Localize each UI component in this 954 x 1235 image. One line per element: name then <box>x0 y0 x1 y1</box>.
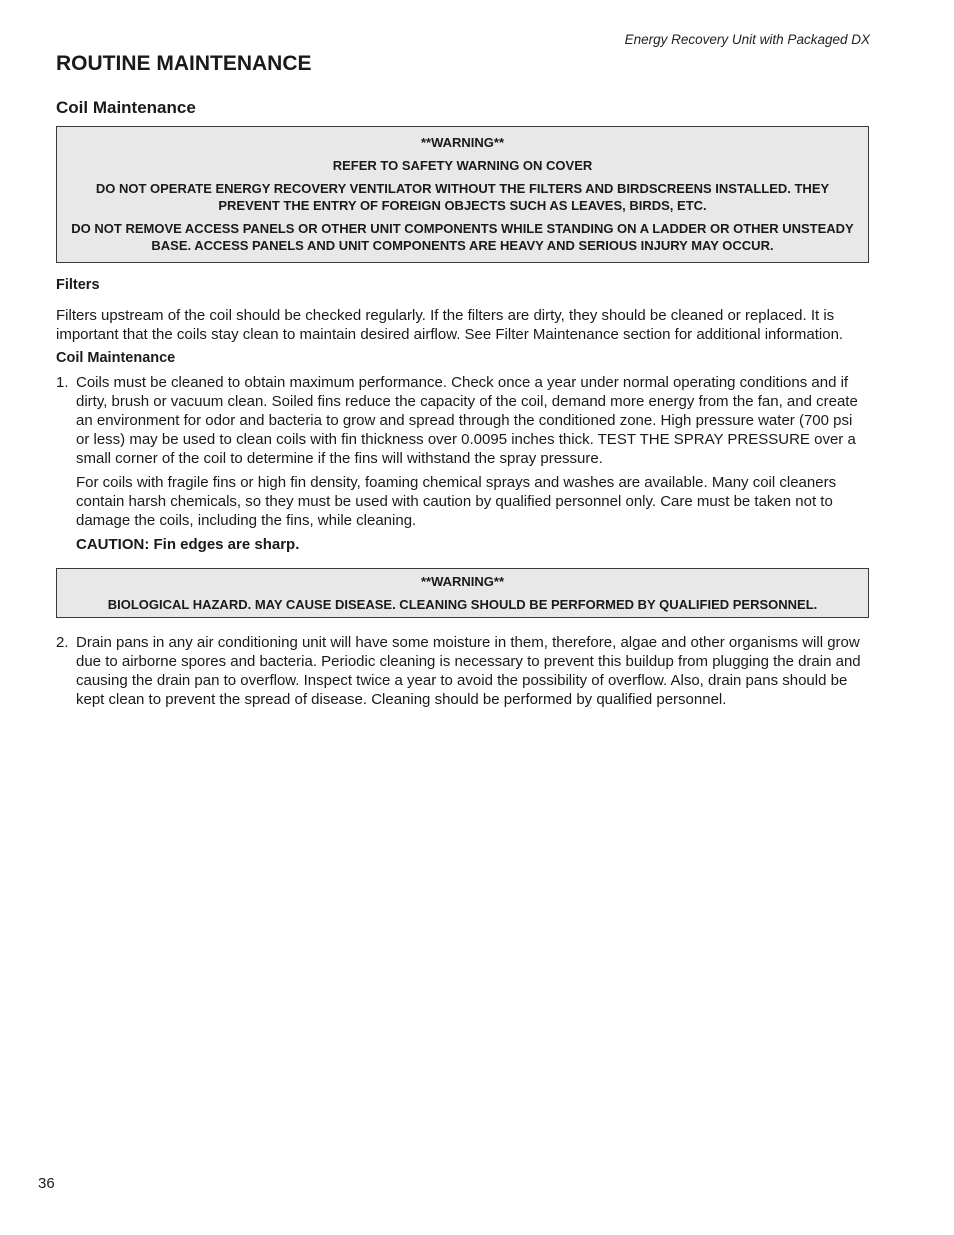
list-item-body <box>76 633 869 709</box>
warning-line-biohazard: BIOLOGICAL HAZARD. MAY CAUSE DISEASE. CLEANING SHOULD BE PERFORMED BY QUALIFIED PERSONNEL. <box>107 597 818 612</box>
document-title: Energy Recovery Unit with Packaged DX <box>624 32 870 47</box>
warning-line-panels: DO NOT REMOVE ACCESS PANELS OR OTHER UNIT COMPONENTS WHILE STANDING ON A LADDER OR OTHER UNSTEADY BASE. ACCESS PANELS AND UNIT COMPONENTS ARE HEAVY AND SERIOUS INJURY MAY OCCUR. <box>71 221 854 253</box>
list-item-number: 1. <box>56 374 69 391</box>
list-item-number: 2. <box>56 634 69 651</box>
page-content <box>56 50 869 709</box>
list-item <box>56 633 869 709</box>
list-item <box>56 373 869 554</box>
caution-note: CAUTION: Fin edges are sharp. <box>76 536 300 553</box>
warning-heading: **WARNING** <box>420 574 505 589</box>
filters-label: Filters <box>56 277 100 293</box>
list-item-body <box>76 373 869 554</box>
warning-heading: **WARNING** <box>420 135 505 150</box>
fragile-fins-paragraph: For coils with fragile fins or high fin density, foaming chemical sprays and washes are available. Many coil cleaners contain harsh chemicals, so they must be used with caution by qualified personnel only. Care must be taken not to damage the coils, including the fins, while cleaning. <box>76 474 837 529</box>
drain-pan-paragraph: Drain pans in any air conditioning unit will have some moisture in them, therefore, algae and other organisms will grow due to airborne spores and bacteria. Periodic cleaning is necessary to prevent this buildup from plugging the drain and causing the drain pan to overflow. Inspect twice a year to avoid the possibility of overflow. Also, drain pans should be kept clean to prevent the spread of disease. Cleaning should be performed by qualified personnel. <box>76 634 861 708</box>
page-number: 36 <box>38 1175 55 1192</box>
warning-box-safety <box>56 126 869 263</box>
warning-box-biohazard <box>56 568 869 618</box>
warning-line-filters: DO NOT OPERATE ENERGY RECOVERY VENTILATOR WITHOUT THE FILTERS AND BIRDSCREENS INSTALLED. THEY PREVENT THE ENTRY OF FOREIGN OBJECTS SUCH AS LEAVES, BIRDS, ETC. <box>95 181 830 213</box>
coil-cleaning-paragraph: Coils must be cleaned to obtain maximum performance. Check once a year under normal operating conditions and if dirty, brush or vacuum clean. Soiled fins reduce the capacity of the coil, demand more energy from the fan, and create an environment for odor and bacteria to grow and spread through the conditioned zone. High pressure water (700 psi or less) may be used to clean coils with fin thickness over 0.0095 inches thick. TEST THE SPRAY PRESSURE over a small corner of the coil to determine if the fins will withstand the spray pressure. <box>76 374 858 467</box>
coil-maintenance-label: Coil Maintenance <box>56 350 176 366</box>
warning-refer: REFER TO SAFETY WARNING ON COVER <box>332 158 593 173</box>
section-title: ROUTINE MAINTENANCE <box>56 52 312 75</box>
filters-paragraph: Filters upstream of the coil should be checked regularly. If the filters are dirty, they should be cleaned or replaced. It is important that the coils stay clean to maintain desired airflow. See Filter Maintenance section for additional information. <box>56 307 844 343</box>
section-subtitle: Coil Maintenance <box>56 98 196 117</box>
